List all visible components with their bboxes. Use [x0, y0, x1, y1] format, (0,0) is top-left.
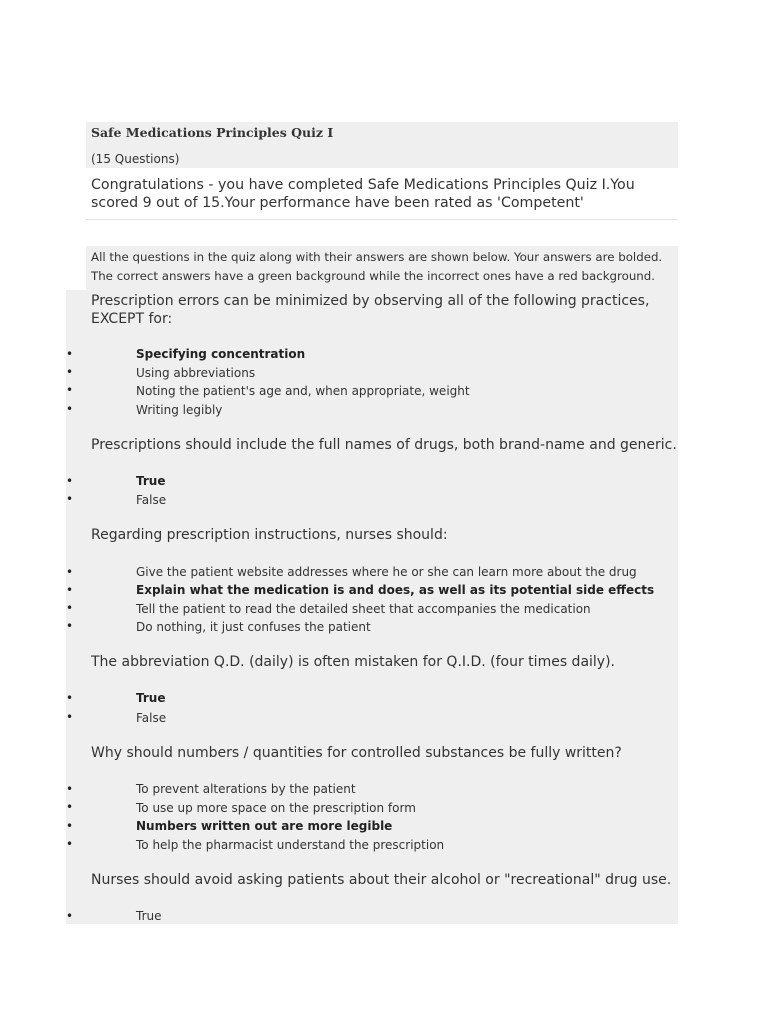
question-6-option-1: True — [136, 909, 162, 923]
question-5-text: Why should numbers / quantities for controlled substances be fully written? — [91, 745, 622, 761]
bullet-icon: • — [66, 800, 74, 814]
question-4-option-1: True — [136, 691, 166, 705]
question-3-option-1: Give the patient website addresses where he or she can learn more about the drug — [136, 565, 637, 579]
bullet-icon: • — [66, 474, 74, 488]
bullet-icon: • — [66, 601, 74, 615]
question-1-option-3: Noting the patient's age and, when appropriate, weight — [136, 384, 470, 398]
question-1-text: Prescription errors can be minimized by observing all of the following practices, EXCEPT for: — [91, 293, 650, 327]
question-6-text: Nurses should avoid asking patients about their alcohol or "recreational" drug use. — [91, 872, 672, 888]
bullet-icon: • — [66, 710, 74, 724]
options-2-background — [66, 464, 678, 516]
question-count: (15 Questions) — [91, 152, 180, 166]
question-2-option-2: False — [136, 493, 167, 507]
question-1-option-2: Using abbreviations — [136, 366, 256, 380]
question-5-option-1: To prevent alterations by the patient — [136, 782, 356, 796]
question-5-option-2: To use up more space on the prescription form — [136, 801, 416, 815]
question-2-option-1: True — [136, 474, 166, 488]
bullet-icon: • — [66, 691, 74, 705]
bullet-icon: • — [66, 909, 74, 923]
bullet-icon: • — [66, 492, 74, 506]
divider — [86, 219, 678, 220]
question-2-text: Prescriptions should include the full names of drugs, both brand-name and generic. — [91, 437, 677, 453]
question-3-option-3: Tell the patient to read the detailed sheet that accompanies the medication — [136, 602, 591, 616]
question-3-text: Regarding prescription instructions, nurses should: — [91, 527, 448, 543]
bullet-icon: • — [66, 583, 74, 597]
bullet-icon: • — [66, 365, 74, 379]
bullet-icon: • — [66, 837, 74, 851]
score-message: Congratulations - you have completed Safe Medications Principles Quiz I.You scored 9 out of 15.Your performance have been rated as 'Competent' — [91, 177, 635, 211]
question-1-option-1: Specifying concentration — [136, 347, 306, 361]
bullet-icon: • — [66, 383, 74, 397]
options-4-background — [66, 680, 678, 734]
question-3-option-4: Do nothing, it just confuses the patient — [136, 620, 371, 634]
question-4-text: The abbreviation Q.D. (daily) is often mistaken for Q.I.D. (four times daily). — [91, 654, 616, 670]
bullet-icon: • — [66, 347, 74, 361]
question-1-option-4: Writing legibly — [136, 403, 223, 417]
bullet-icon: • — [66, 619, 74, 633]
question-5-option-4: To help the pharmacist understand the prescription — [136, 838, 445, 852]
question-3-option-2: Explain what the medication is and does, as well as its potential side effects — [136, 583, 655, 597]
bullet-icon: • — [66, 565, 74, 579]
question-5-option-3: Numbers written out are more legible — [136, 819, 393, 833]
bullet-icon: • — [66, 402, 74, 416]
bullet-icon: • — [66, 819, 74, 833]
quiz-title: Safe Medications Principles Quiz I — [91, 125, 334, 140]
instructions-text: All the questions in the quiz along with their answers are shown below. Your answers are bolded. The correct answers have a green background while the incorrect ones have a red background. — [91, 250, 663, 283]
question-4-option-2: False — [136, 711, 167, 725]
bullet-icon: • — [66, 782, 74, 796]
